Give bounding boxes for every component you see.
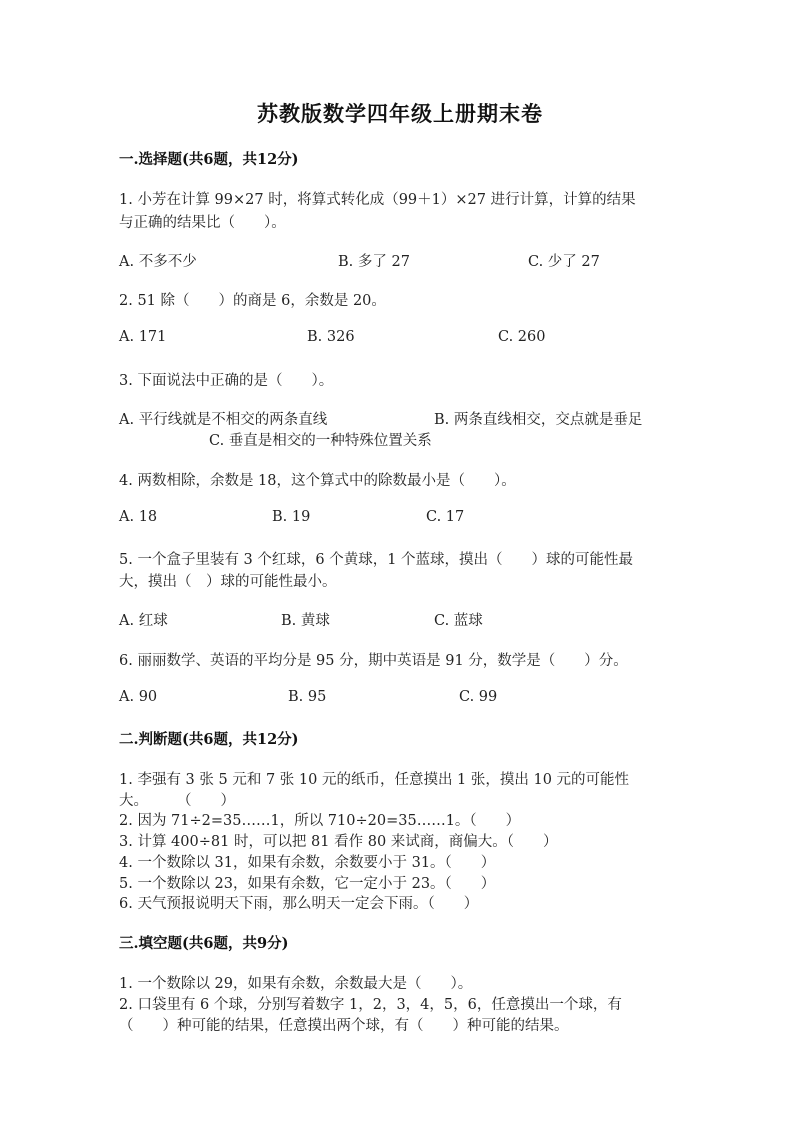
question-text: 1. 一个数除以 29，如果有余数，余数最大是（ ）。	[119, 976, 473, 992]
option-c: C. 垂直是相交的一种特殊位置关系	[209, 433, 432, 449]
question-text: 5. 一个数除以 23，如果有余数，它一定小于 23。（ ）	[119, 876, 496, 892]
option-c: C. 蓝球	[434, 613, 483, 629]
option-c: C. 17	[426, 509, 465, 525]
question-text: 4. 一个数除以 31，如果有余数，余数要小于 31。（ ）	[119, 855, 496, 871]
question-text: 与正确的结果比（ ）。	[119, 215, 286, 231]
option-a: A. 红球	[119, 613, 168, 629]
question-text: 6. 天气预报说明天下雨，那么明天一定会下雨。（ ）	[119, 896, 479, 912]
question-text: 大。 （ ）	[119, 793, 235, 809]
option-a: A. 不多不少	[119, 254, 197, 270]
question-text: 5. 一个盒子里装有 3 个红球，6 个黄球，1 个蓝球，摸出（ ）球的可能性最	[119, 552, 634, 568]
question-text: 3. 下面说法中正确的是（ ）。	[119, 373, 334, 389]
question-text: 1. 李强有 3 张 5 元和 7 张 10 元的纸币，任意摸出 1 张，摸出 10 元的可能性	[119, 772, 630, 788]
option-a: A. 90	[119, 689, 158, 705]
option-b: B. 95	[288, 689, 327, 705]
option-b: B. 326	[307, 329, 355, 345]
question-text: 1. 小芳在计算 99×27 时，将算式转化成（99＋1）×27 进行计算，计算的结果	[119, 192, 636, 208]
page-title: 苏教版数学四年级上册期末卷	[257, 101, 543, 126]
option-a: A. 171	[119, 329, 167, 345]
option-b: B. 19	[272, 509, 311, 525]
question-text: 6. 丽丽数学、英语的平均分是 95 分，期中英语是 91 分，数学是（ ）分。	[119, 653, 628, 669]
section-heading-multiple-choice: 一.选择题(共6题，共12分)	[119, 151, 299, 168]
section-heading-true-false: 二.判断题(共6题，共12分)	[119, 731, 299, 748]
option-a: A. 平行线就是不相交的两条直线	[119, 412, 328, 428]
option-a: A. 18	[119, 509, 158, 525]
question-text: 2. 因为 71÷2=35……1，所以 710÷20=35……1。（ ）	[119, 813, 521, 829]
question-text: 3. 计算 400÷81 时，可以把 81 看作 80 来试商，商偏大。（ ）	[119, 834, 558, 850]
question-text: 2. 口袋里有 6 个球，分别写着数字 1，2，3，4，5，6，任意摸出一个球，有	[119, 997, 622, 1013]
question-text: 2. 51 除（ ）的商是 6，余数是 20。	[119, 293, 386, 309]
option-c: C. 少了 27	[528, 254, 600, 270]
option-b: B. 两条直线相交，交点就是垂足	[434, 412, 643, 428]
question-text: 大，摸出（ ）球的可能性最小。	[119, 574, 337, 590]
option-c: C. 260	[498, 329, 546, 345]
section-heading-fill-in: 三.填空题(共6题，共9分)	[119, 935, 289, 952]
option-b: B. 黄球	[281, 613, 330, 629]
option-b: B. 多了 27	[338, 254, 410, 270]
question-text: 4. 两数相除，余数是 18，这个算式中的除数最小是（ ）。	[119, 473, 516, 489]
option-c: C. 99	[459, 689, 498, 705]
question-text: （ ）种可能的结果，任意摸出两个球，有（ ）种可能的结果。	[119, 1018, 569, 1034]
